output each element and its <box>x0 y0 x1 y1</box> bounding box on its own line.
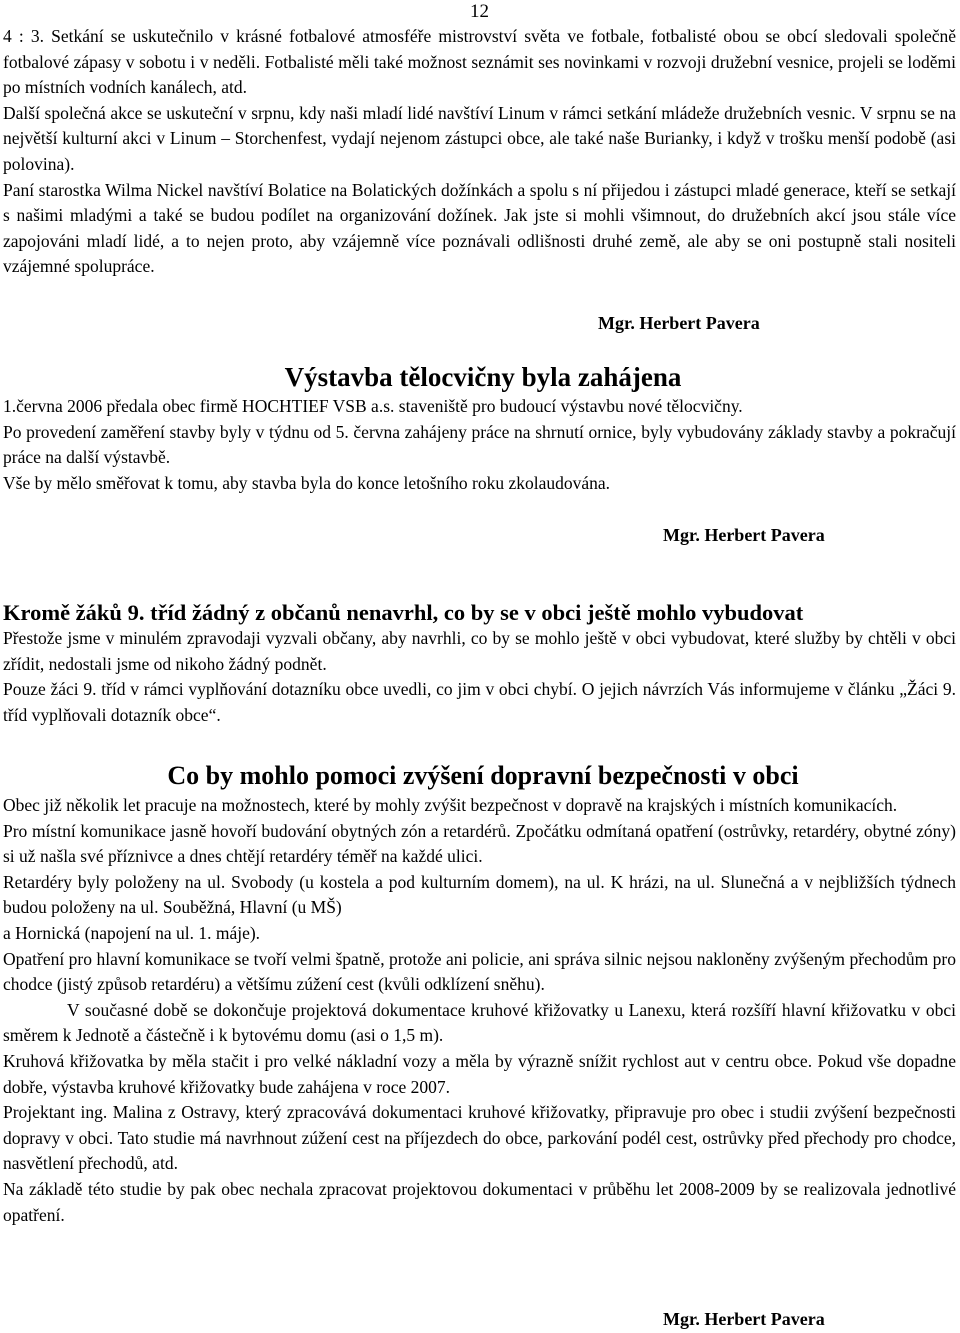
paragraph: Opatření pro hlavní komunikace se tvoří velmi špatně, protože ani policie, ani správa silnic nejsou nakloněny zvýšeným přechodům pro chodce (jistý způsob retardéru) a většímu zúžení cest (kvůli odklízení sněhu). <box>3 948 956 995</box>
signature: Mgr. Herbert Pavera <box>663 1309 825 1329</box>
paragraph: V současné době se dokončuje projektová dokumentace kruhové křižovatky u Lanexu, která rozšíří hlavní křižovatku v obci směrem k Jednotě a částečně i k bytovému domu (asi o 1,5 m). <box>3 999 956 1046</box>
section-football-visit <box>3 24 956 280</box>
paragraph: Paní starostka Wilma Nickel navštíví Bolatice na Bolatických dožínkách a spolu s ní přijedou i zástupci mladé generace, kteří se setkají s našimi mladými a také se budou podílet na organizování dožínek. Jak jste si mohli všimnout, do družebních akcí jsou stále více zapojováni mladí lidé, a to nejen proto, aby vzájemně více poznávali odlišnosti druhé země, ale aby se oni postupně stali nositeli vzájemné spolupráce. <box>3 179 956 277</box>
section-title-gym: Výstavba tělocvičny byla zahájena <box>284 362 682 392</box>
paragraph: 1.června 2006 předala obec firmě HOCHTIEF VSB a.s. staveniště pro budoucí výstavbu nové tělocvičny. <box>3 396 743 416</box>
page-number: 12 <box>470 1 489 22</box>
signature: Mgr. Herbert Pavera <box>598 313 760 333</box>
paragraph: Po provedení zaměření stavby byly v týdnu od 5. června zahájeny práce na shrnutí ornice, byly vybudovány základy stavby a pokračují práce na další výstavbě. <box>3 421 956 468</box>
paragraph: Vše by mělo směřovat k tomu, aby stavba byla do konce letošního roku zkolaudována. <box>3 472 611 493</box>
paragraph: Pro místní komunikace jasně hovoří budování obytných zón a retardérů. Zpočátku odmítaná opatření (ostrůvky, retardéry, obytné zóny) si už našla své příznivce a dnes chtějí retardéry téměř na každé ulici. <box>3 820 956 867</box>
section-proposals <box>3 626 956 728</box>
paragraph: a Hornická (napojení na ul. 1. máje). <box>3 922 261 943</box>
paragraph: 4 : 3. Setkání se uskutečnilo v krásné fotbalové atmosféře mistrovství světa ve fotbale, fotbalisté obou se obcí sledovali společně fotbalové zápasy v sobotu i v neděli. Fotbalisté měli také možnost seznámit ses novinkami v rozvoji družební vesnice, projeli se loděmi po místních vodních kanálech, atd. <box>3 26 956 98</box>
paragraph: Retardéry byly položeny na ul. Svobody (u kostela a pod kulturním domem), na ul. K hrázi, na ul. Slunečná a v nejbližších týdnech budou položeny na ul. Souběžná, Hlavní (u MŠ) <box>3 871 956 918</box>
paragraph: Přestože jsme v minulém zpravodaji vyzvali občany, aby navrhli, co by se mohlo ještě v obci vybudovat, které služby by chtěli v obci zřídit, nedostali jsme od nikoho žádný podnět. <box>3 628 956 674</box>
section-gym <box>3 394 956 496</box>
paragraph: Projektant ing. Malina z Ostravy, který zpracovává dokumentaci kruhové křižovatky, připravuje pro obec i studii zvýšení bezpečnosti dopravy v obci. Tato studie má navrhnout zúžení cest na příjezdech do obce, parkování podél cest, ostrůvky před přechody pro chodce, nasvětlení přechodů, atd. <box>3 1102 956 1174</box>
paragraph: Pouze žáci 9. tříd v rámci vyplňování dotazníku obce uvedli, co jim v obci chybí. O jejich návrzích Vás informujeme v článku „Žáci 9. tříd vyplňovali dotazník obce“. <box>3 679 956 725</box>
section-traffic <box>3 793 956 1228</box>
section-title-traffic: Co by mohlo pomoci zvýšení dopravní bezpečnosti v obci <box>167 761 799 790</box>
signature: Mgr. Herbert Pavera <box>663 525 825 545</box>
section-title-proposals: Kromě žáků 9. tříd žádný z občanů nenavrhl, co by se v obci ještě mohlo vybudovat <box>3 600 804 625</box>
paragraph: Kruhová křižovatka by měla stačit i pro velké nákladní vozy a měla by výrazně snížit rychlost aut v centru obce. Pokud vše dopadne dobře, výstavba kruhové křižovatky bude zahájena v roce 2007. <box>3 1050 956 1097</box>
paragraph: Na základě této studie by pak obec nechala zpracovat projektovou dokumentaci v průběhu let 2008-2009 by se realizovala jednotlivé opatření. <box>3 1178 956 1225</box>
paragraph: Další společná akce se uskuteční v srpnu, kdy naši mladí lidé navštíví Linum v rámci setkání mládeže družebních vesnic. V srpnu se na největší kulturní akci v Linum – Storchenfest, vydají nejenom zástupci obce, ale také naše Burianky, i když v trošku menší podobě (asi polovina). <box>3 102 956 174</box>
paragraph: Obec již několik let pracuje na možnostech, které by mohly zvýšit bezpečnost v dopravě na krajských i místních komunikacích. <box>3 795 898 815</box>
